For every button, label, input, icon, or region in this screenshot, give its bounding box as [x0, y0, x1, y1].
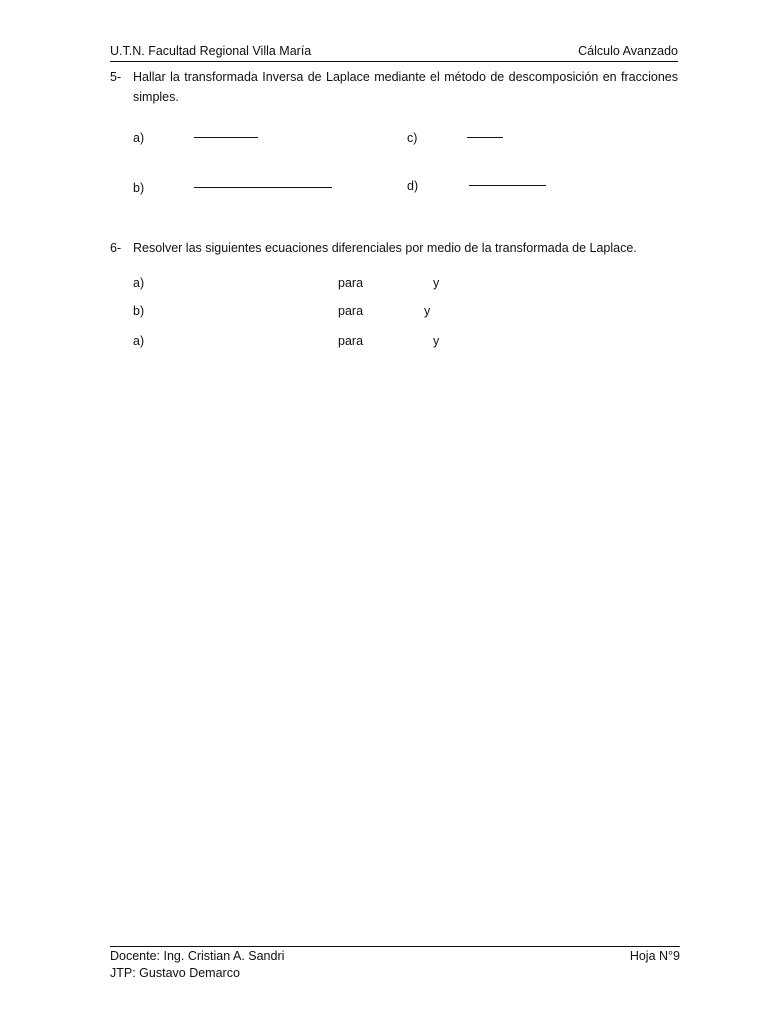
exercise-6-item-a-para: para [338, 276, 364, 290]
footer-jtp: JTP: Gustavo Demarco [110, 966, 240, 980]
exercise-6-item-c-label: a) [133, 334, 145, 348]
exercise-5-item-b-fraction-bar [194, 187, 332, 188]
exercise-6-item-b-y: y [424, 304, 431, 318]
header-course: Cálculo Avanzado [578, 44, 678, 58]
footer-docente: Docente: Ing. Cristian A. Sandri [110, 949, 285, 963]
exercise-6-item-b-label: b) [133, 304, 145, 318]
exercise-5-item-d-fraction-bar [469, 185, 546, 186]
exercise-5-item-a-label: a) [133, 131, 145, 145]
exercise-6-statement: Resolver las siguientes ecuaciones diferenciales por medio de la transformada de Laplace. [133, 241, 637, 255]
footer-rule [110, 946, 680, 947]
exercise-6-item-a-y: y [433, 276, 440, 290]
exercise-5-item-b-label: b) [133, 181, 145, 195]
exercise-6-item-c-para: para [338, 334, 364, 348]
exercise-6-number: 6- [110, 241, 122, 255]
exercise-5-item-c-label: c) [407, 131, 418, 145]
footer-page-number: Hoja N°9 [629, 949, 680, 963]
exercise-5-number: 5- [110, 70, 122, 84]
exercise-6-item-c-y: y [433, 334, 440, 348]
exercise-5-item-c-fraction-bar [467, 137, 503, 138]
exercise-5-statement: Hallar la transformada Inversa de Laplace mediante el método de descomposición en fracciones simples. [133, 70, 678, 104]
header-rule [110, 61, 678, 62]
exercise-5-item-d-label: d) [407, 179, 419, 193]
exercise-6-item-b-para: para [338, 304, 364, 318]
exercise-6-item-a-label: a) [133, 276, 145, 290]
header-institution: U.T.N. Facultad Regional Villa María [110, 44, 312, 58]
exercise-5-item-a-fraction-bar [194, 137, 258, 138]
